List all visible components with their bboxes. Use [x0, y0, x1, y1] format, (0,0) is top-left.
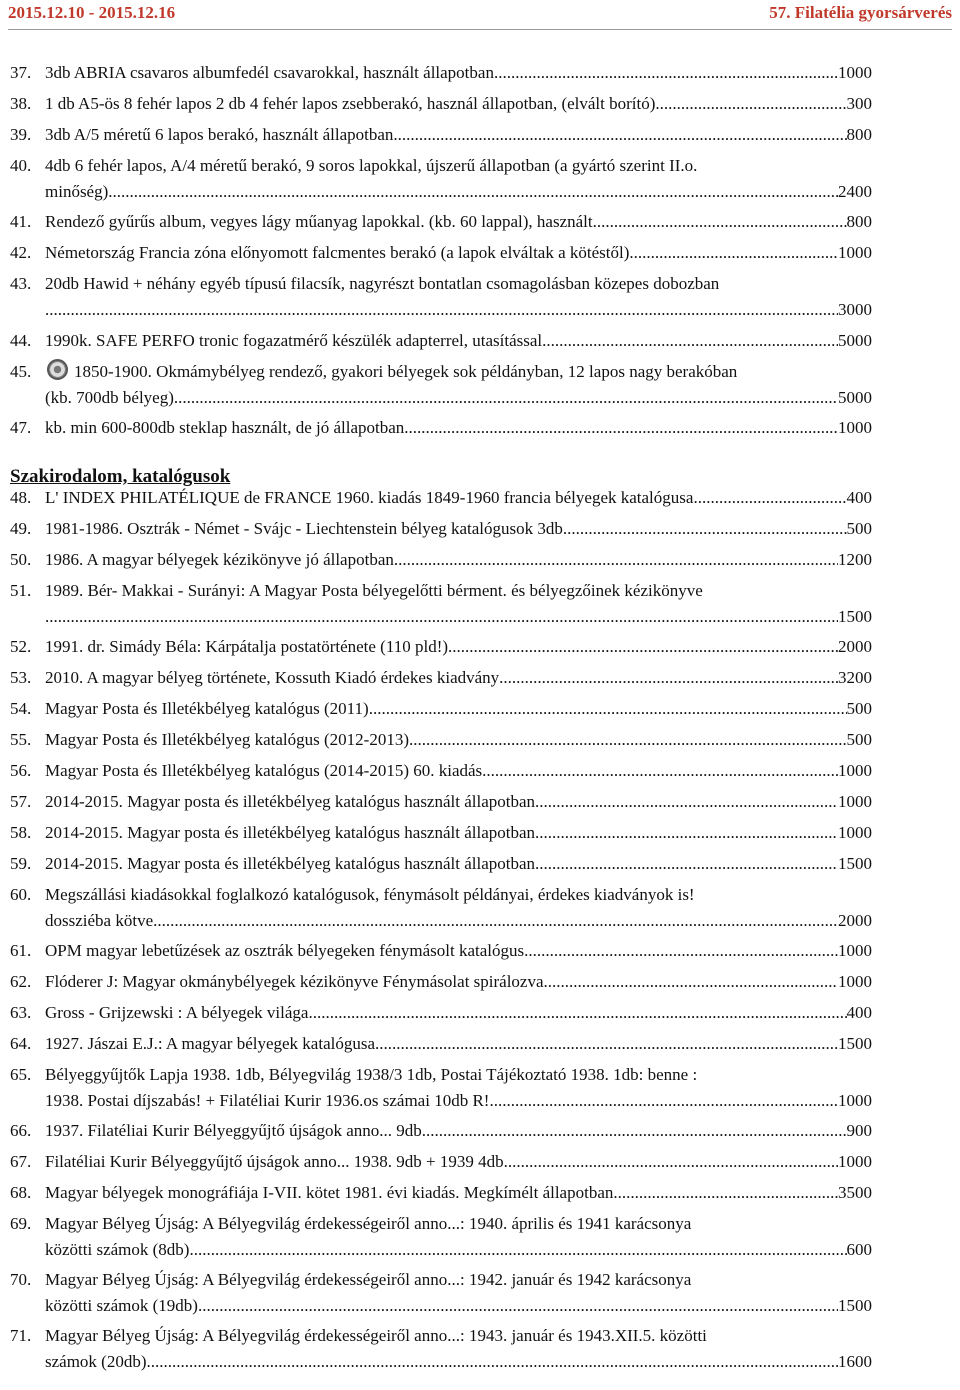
- list-item: [10, 665, 872, 691]
- item-body: [45, 1062, 872, 1113]
- item-number: 55.: [10, 730, 32, 749]
- item-number: 58.: [10, 823, 32, 842]
- list-item: [10, 789, 872, 815]
- dot-leader: [655, 91, 846, 117]
- item-body: [45, 820, 872, 846]
- item-description: OPM magyar lebetűzések az osztrák bélyegeken fénymásolt katalógus: [45, 941, 525, 960]
- item-price: 1000: [838, 792, 872, 811]
- item-number: 57.: [10, 792, 32, 811]
- item-body: [45, 485, 872, 511]
- list-item: [10, 271, 872, 322]
- list-item: [10, 516, 872, 542]
- dot-leader: [593, 209, 847, 235]
- item-body: [45, 969, 872, 995]
- dot-leader: [404, 415, 838, 441]
- item-body: [45, 665, 872, 691]
- item-body: [45, 634, 872, 660]
- item-body: [45, 359, 872, 410]
- item-price: 1600: [838, 1351, 872, 1371]
- item-body: [45, 240, 872, 266]
- item-description: Magyar Bélyeg Újság: A Bélyegvilág érdekességeiről anno...: 1940. április és 1941 karácsonya: [45, 1214, 692, 1233]
- item-body: [45, 938, 872, 964]
- item-description: Rendező gyűrűs album, vegyes lágy műanyag lapokkal. (kb. 60 lappal), használt: [45, 212, 593, 231]
- item-body: [45, 271, 872, 322]
- item-price: 1000: [838, 1090, 872, 1110]
- header-divider: [8, 29, 952, 30]
- list-item: [10, 1211, 872, 1262]
- item-body: [45, 209, 872, 235]
- item-number: 48.: [10, 488, 32, 507]
- item-body: [45, 758, 872, 784]
- dot-leader: [544, 969, 838, 995]
- item-body: [45, 122, 872, 148]
- item-number: 59.: [10, 854, 32, 873]
- item-price: 1000: [838, 243, 872, 262]
- list-item: [10, 153, 872, 204]
- item-description: Megszállási kiadásokkal foglalkozó katalógusok, fénymásolt példányai, érdekes kiadványok is!: [45, 885, 695, 904]
- item-description: Bélyeggyűjtők Lapja 1938. 1db, Bélyegvilág 1938/3 1db, Postai Tájékoztató 1938. 1db: benne :: [45, 1065, 698, 1084]
- date-range: 2015.12.10 - 2015.12.16: [8, 3, 176, 22]
- item-description: 1981-1986. Osztrák - Német - Svájc - Liechtenstein bélyeg katalógusok 3db: [45, 519, 563, 538]
- item-number: 53.: [10, 668, 32, 687]
- dot-leader: [393, 122, 846, 148]
- list-item: [10, 634, 872, 660]
- dot-leader: [524, 938, 838, 964]
- list-item: [10, 240, 872, 266]
- item-description: Magyar Posta és Illetékbélyeg katalógus (2012-2013): [45, 730, 409, 749]
- item-body: [45, 1180, 872, 1206]
- item-price: 500: [846, 699, 872, 718]
- list-item: [10, 820, 872, 846]
- item-description: dossziéba kötve: [45, 910, 154, 930]
- item-description: számok (20db): [45, 1351, 147, 1371]
- item-description: közötti számok (8db): [45, 1239, 190, 1259]
- item-price: 2400: [838, 181, 872, 201]
- item-number: 47.: [10, 418, 32, 437]
- dot-leader: [542, 328, 838, 354]
- item-price: 400: [846, 1003, 872, 1022]
- list-item: [10, 1323, 872, 1374]
- item-description: 1937. Filatéliai Kurir Bélyeggyűjtő újságok anno... 9db: [45, 1121, 422, 1140]
- item-price: 1000: [838, 972, 872, 991]
- item-description: 1927. Jászai E.J.: A magyar bélyegek katalógusa: [45, 1034, 375, 1053]
- list-item: [10, 359, 872, 410]
- item-price: 2000: [838, 637, 872, 656]
- dot-leader: [189, 1237, 846, 1263]
- item-number: 71.: [10, 1326, 32, 1345]
- item-number: 44.: [10, 331, 32, 350]
- item-number: 41.: [10, 212, 32, 231]
- dot-leader: [108, 179, 838, 205]
- item-price: 5000: [838, 331, 872, 350]
- item-description: 1991. dr. Simády Béla: Kárpátalja postatörténete (110 pld!): [45, 637, 449, 656]
- list-item: [10, 938, 872, 964]
- item-number: 52.: [10, 637, 32, 656]
- item-price: 600: [846, 1239, 872, 1259]
- dot-leader: [448, 634, 838, 660]
- list-item: [10, 1062, 872, 1113]
- item-number: 42.: [10, 243, 32, 262]
- item-price: 5000: [838, 387, 872, 407]
- item-description: Gross - Grijzewski : A bélyegek világa: [45, 1003, 309, 1022]
- item-description: minőség): [45, 181, 109, 201]
- item-body: [45, 789, 872, 815]
- list-item: [10, 209, 872, 235]
- item-body: [45, 696, 872, 722]
- item-description: Magyar bélyegek monográfiája I-VII. kötet 1981. évi kiadás. Megkímélt állapotban: [45, 1183, 614, 1202]
- list-item: [10, 60, 872, 86]
- item-description: (kb. 700db bélyeg): [45, 387, 174, 407]
- item-price: 1500: [838, 606, 872, 626]
- dot-leader: [494, 60, 838, 86]
- item-price: 900: [846, 1121, 872, 1140]
- item-description: 1990k. SAFE PERFO tronic fogazatmérő készülék adapterrel, utasítással: [45, 331, 543, 350]
- item-body: [45, 882, 872, 933]
- dot-leader: [308, 1000, 846, 1026]
- item-description: 1850-1900. Okmámybélyeg rendező, gyakori bélyegek sok példányban, 12 lapos nagy berakóban: [74, 362, 738, 381]
- list-item: [10, 1118, 872, 1144]
- item-number: 54.: [10, 699, 32, 718]
- item-price: 1500: [838, 854, 872, 873]
- list-item: [10, 1149, 872, 1175]
- item-number: 69.: [10, 1214, 32, 1233]
- dot-leader: [535, 789, 838, 815]
- item-number: 61.: [10, 941, 32, 960]
- item-body: [45, 851, 872, 877]
- item-number: 50.: [10, 550, 32, 569]
- item-number: 38.: [10, 94, 32, 113]
- item-description: kb. min 600-800db steklap használt, de jó állapotban: [45, 418, 405, 437]
- list-item: [10, 122, 872, 148]
- auction-title: 57. Filatélia gyorsárverés: [769, 3, 952, 22]
- item-price: 800: [846, 125, 872, 144]
- stamp-icon: [47, 359, 68, 380]
- item-price: 1000: [838, 1152, 872, 1171]
- item-number: 64.: [10, 1034, 32, 1053]
- item-number: 40.: [10, 156, 32, 175]
- item-body: [45, 516, 872, 542]
- item-description: L' INDEX PHILATÉLIQUE de FRANCE 1960. kiadás 1849-1960 francia bélyegek katalógusa: [45, 488, 694, 507]
- dot-leader: [535, 851, 838, 877]
- dot-leader: [629, 240, 838, 266]
- dot-leader: [563, 516, 847, 542]
- item-number: 66.: [10, 1121, 32, 1140]
- dot-leader: [409, 727, 847, 753]
- dot-leader: [499, 665, 838, 691]
- item-number: 45.: [10, 362, 32, 381]
- item-description: 2014-2015. Magyar posta és illetékbélyeg katalógus használt állapotban: [45, 854, 536, 873]
- item-number: 62.: [10, 972, 32, 991]
- item-price: 1200: [838, 550, 872, 569]
- item-body: [45, 547, 872, 573]
- item-price: 1000: [838, 761, 872, 780]
- item-description: 2014-2015. Magyar posta és illetékbélyeg katalógus használt állapotban: [45, 823, 536, 842]
- item-body: [45, 727, 872, 753]
- item-description: 1986. A magyar bélyegek kézikönyve jó állapotban: [45, 550, 394, 569]
- item-price: 1000: [838, 418, 872, 437]
- item-body: [45, 1000, 872, 1026]
- item-number: 70.: [10, 1270, 32, 1289]
- item-body: [45, 1267, 872, 1318]
- item-price: 300: [846, 94, 872, 113]
- item-price: 1500: [838, 1034, 872, 1053]
- dot-leader: [422, 1118, 847, 1144]
- item-description: Magyar Posta és Illetékbélyeg katalógus (2011): [45, 699, 369, 718]
- item-body: [45, 1031, 872, 1057]
- item-description: Magyar Posta és Illetékbélyeg katalógus (2014-2015) 60. kiadás: [45, 761, 483, 780]
- dot-leader: [375, 1031, 838, 1057]
- item-price: 800: [846, 212, 872, 231]
- item-description: 1989. Bér- Makkai - Surányi: A Magyar Posta bélyegelőtti bérment. és bélyegzőinek kézikönyve: [45, 581, 703, 600]
- item-description: 2010. A magyar bélyeg története, Kossuth Kiadó érdekes kiadvány: [45, 668, 500, 687]
- item-number: 68.: [10, 1183, 32, 1202]
- item-price: 1000: [838, 823, 872, 842]
- list-item: [10, 415, 872, 441]
- item-number: 37.: [10, 63, 32, 82]
- item-body: [45, 153, 872, 204]
- section-title: Szakirodalom, katalógusok: [10, 466, 231, 487]
- dot-leader: [153, 908, 838, 934]
- list-item: [10, 1267, 872, 1318]
- dot-leader: [504, 1149, 838, 1175]
- list-item: [10, 578, 872, 629]
- item-price: 3500: [838, 1183, 872, 1202]
- dot-leader: [693, 485, 846, 511]
- list-item: [10, 328, 872, 354]
- item-body: [45, 328, 872, 354]
- item-number: 51.: [10, 581, 32, 600]
- item-price: 3200: [838, 668, 872, 687]
- dot-leader: [394, 547, 838, 573]
- item-price: 3000: [838, 299, 872, 319]
- item-price: 500: [846, 730, 872, 749]
- item-description: 3db ABRIA csavaros albumfedél csavarokkal, használt állapotban: [45, 63, 494, 82]
- list-item: [10, 1031, 872, 1057]
- item-number: 49.: [10, 519, 32, 538]
- item-body: [45, 415, 872, 441]
- list-item: [10, 727, 872, 753]
- item-description: Magyar Bélyeg Újság: A Bélyegvilág érdekességeiről anno...: 1942. január és 1942 karácsonya: [45, 1270, 692, 1289]
- item-price: 2000: [838, 910, 872, 930]
- item-description: Magyar Bélyeg Újság: A Bélyegvilág érdekességeiről anno...: 1943. január és 1943.XII.5. közötti: [45, 1326, 707, 1345]
- dot-leader: [45, 297, 838, 323]
- list-item: [10, 91, 872, 117]
- dot-leader: [482, 758, 838, 784]
- item-description: 1 db A5-ös 8 fehér lapos 2 db 4 fehér lapos zsebberakó, használ állapotban, (elvált borító): [45, 94, 656, 113]
- dot-leader: [45, 604, 838, 630]
- item-price: 1500: [838, 1295, 872, 1315]
- item-number: 39.: [10, 125, 32, 144]
- dot-leader: [613, 1180, 838, 1206]
- item-body: [45, 578, 872, 629]
- item-price: 400: [846, 488, 872, 507]
- item-description: 1938. Postai díjszabás! + Filatéliai Kurir 1936.os számai 10db R!: [45, 1090, 490, 1110]
- item-number: 56.: [10, 761, 32, 780]
- list-item: [10, 1000, 872, 1026]
- dot-leader: [198, 1293, 838, 1319]
- dot-leader: [369, 696, 847, 722]
- item-description: 3db A/5 méretű 6 lapos berakó, használt állapotban: [45, 125, 394, 144]
- dot-leader: [147, 1349, 838, 1375]
- item-description: 4db 6 fehér lapos, A/4 méretű berakó, 9 soros lapokkal, újszerű állapotban (a gyártó szerint II.o.: [45, 156, 698, 175]
- item-number: 67.: [10, 1152, 32, 1171]
- list-item: [10, 485, 872, 511]
- item-number: 63.: [10, 1003, 32, 1022]
- list-item: [10, 882, 872, 933]
- list-item: [10, 969, 872, 995]
- list-item: [10, 758, 872, 784]
- item-description: 2014-2015. Magyar posta és illetékbélyeg katalógus használt állapotban: [45, 792, 536, 811]
- list-item: [10, 851, 872, 877]
- item-body: [45, 1323, 872, 1374]
- item-description: Flóderer J: Magyar okmánybélyegek kézikönyve Fénymásolat spirálozva: [45, 972, 544, 991]
- item-body: [45, 91, 872, 117]
- list-item: [10, 1180, 872, 1206]
- list-item: [10, 696, 872, 722]
- item-number: 60.: [10, 885, 32, 904]
- page-header: [8, 3, 952, 25]
- item-description: Filatéliai Kurir Bélyeggyűjtő újságok anno... 1938. 9db + 1939 4db: [45, 1152, 504, 1171]
- dot-leader: [174, 385, 838, 411]
- item-price: 1000: [838, 941, 872, 960]
- item-body: [45, 60, 872, 86]
- item-body: [45, 1149, 872, 1175]
- item-description: közötti számok (19db): [45, 1295, 198, 1315]
- list-item: [10, 547, 872, 573]
- item-description: 20db Hawid + néhány egyéb típusú filacsík, nagyrészt bontatlan csomagolásban közepes dobozban: [45, 274, 720, 293]
- item-number: 43.: [10, 274, 32, 293]
- dot-leader: [535, 820, 838, 846]
- item-body: [45, 1118, 872, 1144]
- item-body: [45, 1211, 872, 1262]
- item-price: 1000: [838, 63, 872, 82]
- dot-leader: [489, 1088, 838, 1114]
- item-price: 500: [846, 519, 872, 538]
- item-description: Németország Francia zóna előnyomott falcmentes berakó (a lapok elváltak a kötéstől): [45, 243, 630, 262]
- item-number: 65.: [10, 1065, 32, 1084]
